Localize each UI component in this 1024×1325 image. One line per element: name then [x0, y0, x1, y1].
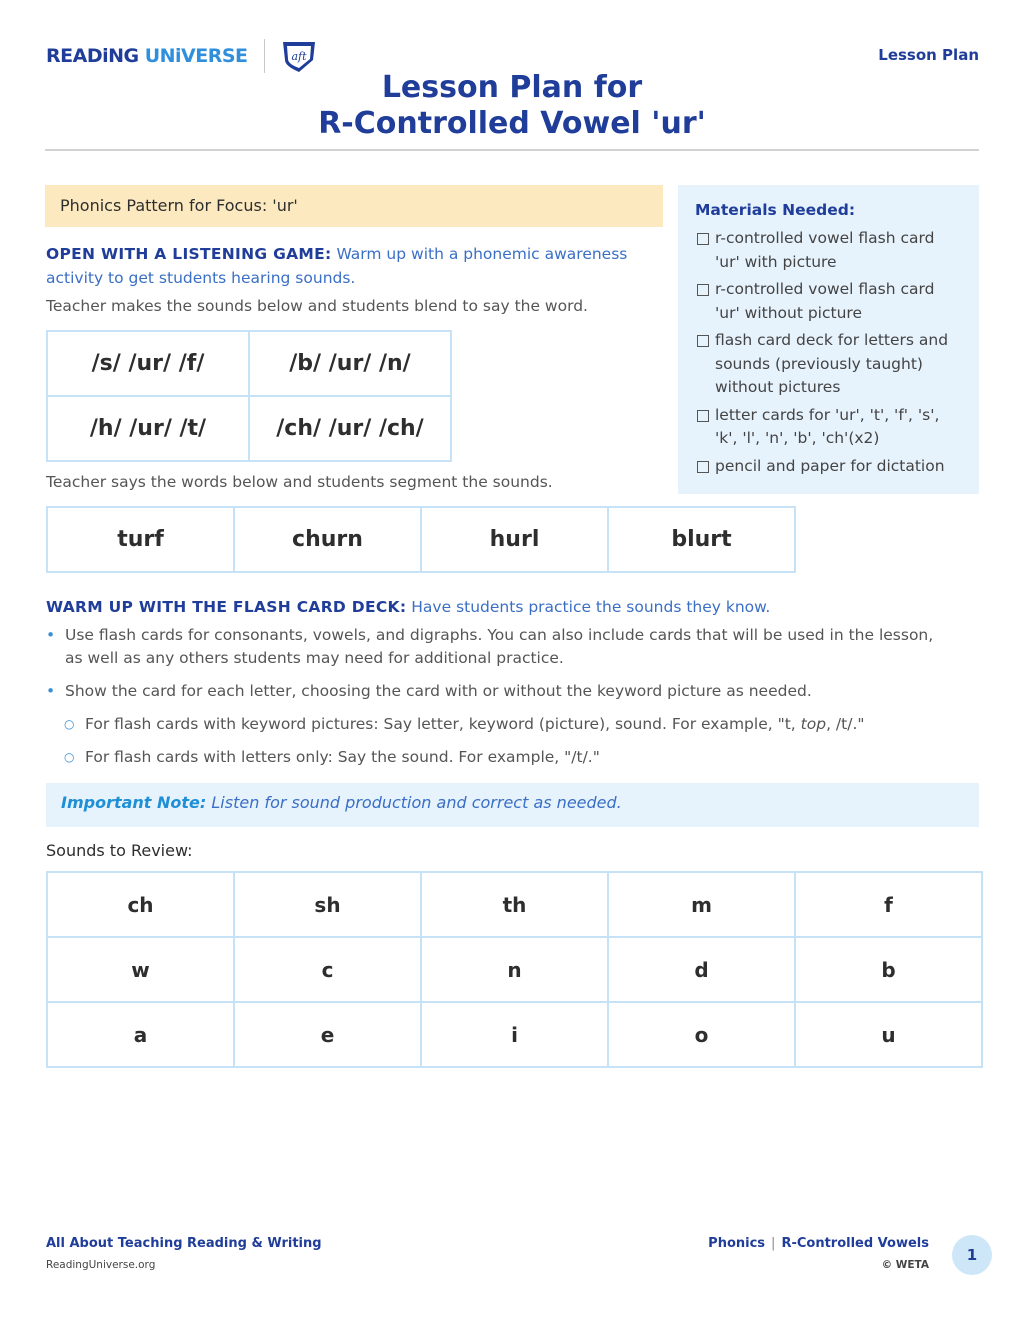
table-cell: e — [234, 1002, 421, 1067]
table-cell: churn — [234, 507, 421, 572]
table-cell: b — [795, 937, 982, 1002]
materials-panel — [678, 185, 979, 494]
materials-item: pencil and paper for dictation — [695, 455, 962, 479]
document-type-label: Lesson Plan — [878, 46, 979, 64]
table-cell: w — [47, 937, 234, 1002]
table-cell: hurl — [421, 507, 608, 572]
footer-series-title: All About Teaching Reading & Writing — [46, 1236, 322, 1251]
title-line-2: R-Controlled Vowel 'ur' — [318, 106, 706, 141]
table-cell: c — [234, 937, 421, 1002]
note-text: Listen for sound production and correct as needed. — [211, 793, 622, 812]
table-cell: blurt — [608, 507, 795, 572]
bullet-icon: • — [46, 626, 56, 644]
hollow-bullet-icon: ○ — [64, 717, 75, 731]
focus-banner — [45, 185, 663, 227]
footer-url: ReadingUniverse.org — [46, 1259, 156, 1271]
table-cell: /h/ /ur/ /t/ — [47, 396, 249, 461]
table-cell: sh — [234, 872, 421, 937]
title-line-1: Lesson Plan for — [381, 70, 643, 105]
svg-text:aft: aft — [291, 50, 307, 63]
table-cell: d — [608, 937, 795, 1002]
table-cell: turf — [47, 507, 234, 572]
checkbox-icon — [697, 461, 709, 473]
segment-instruction: Teacher says the words below and students segment the sounds. — [46, 473, 553, 491]
footer-left — [46, 1236, 322, 1271]
blend-sounds-table — [46, 330, 452, 462]
table-cell: f — [795, 872, 982, 937]
footer-breadcrumb: Phonics | R-Controlled Vowels — [708, 1236, 929, 1251]
materials-item: flash card deck for letters and sounds (previously taught) without pictures — [695, 329, 962, 400]
flash-card-lead: Have students practice the sounds they know. — [411, 598, 771, 616]
table-cell: n — [421, 937, 608, 1002]
materials-item: r-controlled vowel flash card 'ur' without picture — [695, 278, 962, 325]
hollow-bullet-icon: ○ — [64, 750, 75, 764]
materials-item: r-controlled vowel flash card 'ur' with picture — [695, 227, 962, 274]
table-cell: ch — [47, 872, 234, 937]
table-cell: /ch/ /ur/ /ch/ — [249, 396, 451, 461]
focus-value: 'ur' — [272, 196, 298, 215]
list-item: ○ For flash cards with keyword pictures: Say letter, keyword (picture), sound. For example, "t, top, /t/." — [46, 713, 946, 736]
review-heading: Sounds to Review: — [46, 841, 193, 860]
brand-wordmark: READiNG UNiVERSE — [46, 45, 248, 67]
table-cell: o — [608, 1002, 795, 1067]
table-row — [47, 331, 451, 396]
materials-title: Materials Needed: — [695, 201, 856, 219]
table-row — [47, 396, 451, 461]
table-cell: i — [421, 1002, 608, 1067]
important-note — [46, 783, 979, 827]
table-cell: th — [421, 872, 608, 937]
materials-item: letter cards for 'ur', 't', 'f', 's', 'k', 'l', 'n', 'b', 'ch'(x2) — [695, 404, 962, 451]
page-number-badge: 1 — [952, 1235, 992, 1275]
table-cell: a — [47, 1002, 234, 1067]
note-label: Important Note: — [61, 793, 207, 812]
checkbox-icon — [697, 284, 709, 296]
table-row — [47, 507, 795, 572]
list-item: • Use flash cards for consonants, vowels, and digraphs. You can also include cards that will be used in the lesson, as well as any others students may need for additional practice. — [46, 626, 934, 667]
table-row — [47, 1002, 982, 1067]
list-item: • Show the card for each letter, choosing the card with or without the keyword picture as needed. — [46, 680, 946, 703]
focus-label: Phonics Pattern for Focus: — [60, 196, 268, 215]
table-cell: u — [795, 1002, 982, 1067]
flash-card-heading: WARM UP WITH THE FLASH CARD DECK: — [46, 598, 407, 616]
listening-lead: Warm up with a phonemic awareness activity to get students hearing sounds. — [46, 245, 628, 287]
table-row — [47, 872, 982, 937]
footer-right — [708, 1236, 929, 1271]
table-cell: /b/ /ur/ /n/ — [249, 331, 451, 396]
listening-game-intro — [46, 242, 646, 290]
flash-card-steps — [46, 624, 946, 779]
segment-words-table — [46, 506, 796, 573]
table-cell: m — [608, 872, 795, 937]
checkbox-icon — [697, 410, 709, 422]
list-item: ○ For flash cards with letters only: Say the sound. For example, "/t/." — [46, 746, 946, 769]
page-title — [0, 70, 1024, 142]
checkbox-icon — [697, 233, 709, 245]
bullet-icon: • — [46, 682, 56, 700]
table-cell: /s/ /ur/ /f/ — [47, 331, 249, 396]
footer-copyright: © WETA — [881, 1259, 929, 1271]
title-divider — [45, 149, 979, 151]
logo-divider — [264, 39, 265, 73]
listening-heading: OPEN WITH A LISTENING GAME: — [46, 245, 332, 263]
aft-shield-icon — [279, 38, 319, 74]
blend-instruction: Teacher makes the sounds below and students blend to say the word. — [46, 297, 588, 315]
flash-card-intro — [46, 595, 966, 619]
brand-logo — [46, 38, 319, 74]
checkbox-icon — [697, 335, 709, 347]
table-row — [47, 937, 982, 1002]
review-sounds-table — [46, 871, 983, 1068]
